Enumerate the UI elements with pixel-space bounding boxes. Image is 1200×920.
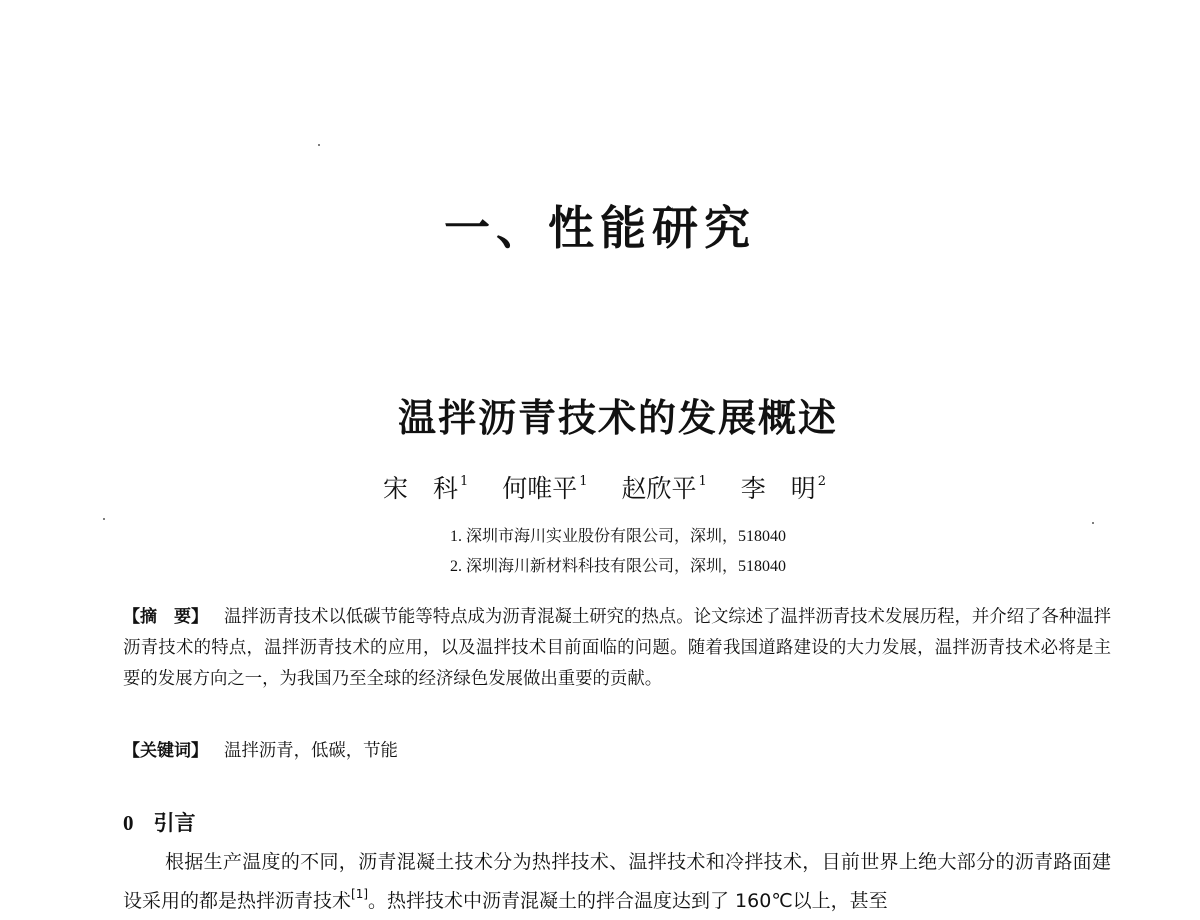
scan-speck (103, 518, 105, 520)
author-name: 何唯平 (502, 474, 578, 503)
abstract (123, 602, 1111, 695)
keywords-text: 温拌沥青，低碳，节能 (224, 741, 398, 761)
intro-heading (123, 806, 196, 840)
author-name: 宋 科 (383, 474, 459, 503)
affiliation-marker: 1 (698, 474, 707, 489)
author-name: 赵欣平 (621, 474, 697, 503)
author (622, 464, 707, 507)
section-number: 0 (123, 811, 134, 835)
affiliation: 1. 深圳市海川实业股份有限公司，深圳，518040 (449, 528, 786, 545)
paper-title: 温拌沥青技术的发展概述 (397, 396, 838, 440)
intro-paragraph (123, 846, 1111, 917)
author (502, 464, 587, 507)
author (741, 464, 826, 507)
affiliation: 2. 深圳海川新材料科技有限公司，深圳，518040 (449, 558, 786, 575)
scan-speck (318, 144, 320, 146)
section-title: 引言 (153, 811, 196, 835)
author (383, 464, 468, 507)
author-name: 李 明 (740, 474, 816, 503)
affiliation-marker: 1 (460, 474, 469, 489)
affiliation-marker: 1 (579, 474, 588, 489)
abstract-label: 【摘 要】 (123, 607, 209, 627)
scan-speck (1092, 522, 1094, 524)
section-heading: 一、性能研究 (444, 201, 756, 255)
author-list (383, 464, 852, 507)
keywords-label: 【关键词】 (123, 741, 208, 761)
abstract-text: 温拌沥青技术以低碳节能等特点成为沥青混凝土研究的热点。论文综述了温拌沥青技术发展历程，并介绍了各种温拌沥青技术的特点，温拌沥青技术的应用，以及温拌技术目前面临的问题。随着我国道路建设的大力发展，温拌沥青技术必将是主要的发展方向之一，为我国乃至全球的经济绿色发展做出重要的贡献。 (123, 607, 1111, 689)
keywords (123, 736, 398, 767)
paragraph-text: 。热拌技术中沥青混凝土的拌合温度达到了 160℃以上，甚至 (368, 890, 888, 912)
paragraph-text: 根据生产温度的不同，沥青混凝土技术分为热拌技术、温拌技术和冷拌技术，目前世界上绝大部分的沥青路面建设采用的都是热拌沥青技术 (123, 851, 1111, 912)
affiliation-marker: 2 (817, 474, 827, 489)
citation-ref: [1] (351, 887, 369, 901)
